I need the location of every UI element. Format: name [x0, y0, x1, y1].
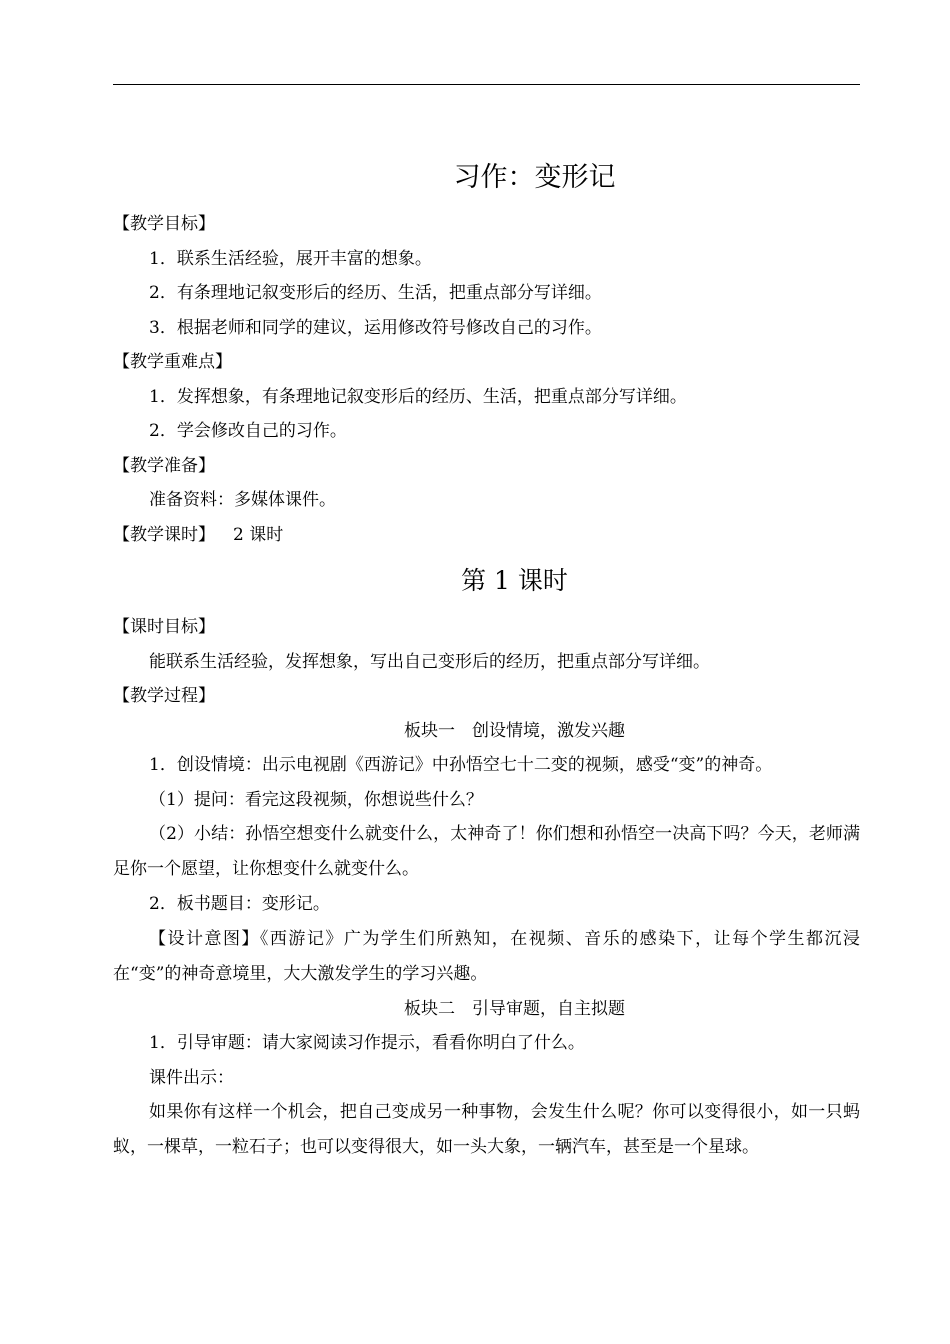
periods-row [113, 518, 860, 553]
periods-value: 2 课时 [233, 524, 284, 545]
objective-item: 2．有条理地记叙变形后的经历、生活，把重点部分写详细。 [149, 283, 602, 303]
objective-item: 3．根据老师和同学的建议，运用修改符号修改自己的习作。 [149, 317, 602, 338]
block2-title: 板块二 引导审题，自主拟题 [404, 998, 625, 1019]
design-intent: 【设计意图】《西游记》广为学生们所熟知，在视频、音乐的感染下，让每个学生都沉浸在“变”的神奇意境里，大大激发学生的学习兴趣。 [113, 928, 860, 984]
block1-question: （1）提问：看完这段视频，你想说些什么？ [149, 789, 483, 810]
document-body [113, 153, 860, 1165]
periods-heading: 【教学课时】 [113, 524, 215, 545]
key-point-item: 1．发挥想象，有条理地记叙变形后的经历、生活，把重点部分写详细。 [149, 386, 687, 407]
lesson-title: 第 1 课时 [461, 566, 568, 595]
document-title: 习作：变形记 [453, 162, 616, 193]
preparation-text: 准备资料：多媒体课件。 [149, 490, 336, 510]
block2-item: 1．引导审题：请大家阅读习作提示，看看你明白了什么。 [149, 1033, 585, 1053]
block1-item: 1．创设情境：出示电视剧《西游记》中孙悟空七十二变的视频，感受“变”的神奇。 [149, 755, 773, 775]
preparation-heading: 【教学准备】 [113, 455, 215, 476]
process-heading: 【教学过程】 [113, 686, 215, 706]
key-point-item: 2．学会修改自己的习作。 [149, 421, 347, 441]
block1-title: 板块一 创设情境，激发兴趣 [404, 720, 625, 741]
lesson-goal-text: 能联系生活经验，发挥想象，写出自己变形后的经历，把重点部分写详细。 [149, 651, 710, 672]
block1-summary: （2）小结：孙悟空想变什么就变什么，太神奇了！你们想和孙悟空一决高下吗？今天，老师满足你一个愿望，让你想变什么就变什么。 [113, 824, 860, 879]
courseware-label: 课件出示： [149, 1067, 234, 1088]
courseware-prompt: 如果你有这样一个机会，把自己变成另一种事物，会发生什么呢？你可以变得很小，如一只蚂蚁，一棵草，一粒石子；也可以变得很大，如一头大象，一辆汽车，甚至是一个星球。 [113, 1102, 860, 1157]
header-rule [113, 84, 860, 85]
key-points-heading: 【教学重难点】 [113, 352, 232, 372]
objective-item: 1．联系生活经验，展开丰富的想象。 [149, 248, 432, 269]
lesson-goal-heading: 【课时目标】 [113, 617, 215, 637]
objectives-heading: 【教学目标】 [113, 214, 215, 234]
block1-item: 2．板书题目：变形记。 [149, 894, 330, 914]
